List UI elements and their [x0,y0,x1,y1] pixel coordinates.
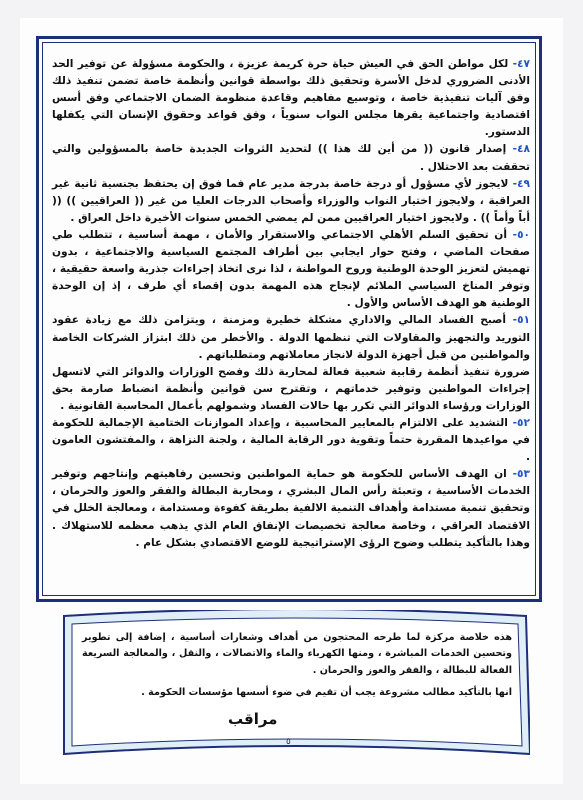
paragraph-47 [52,56,530,141]
paragraph-49 [52,176,530,227]
summary-closing: انها بالتأكيد مطالب مشروعة يجب أن تقيم في ضوء أسسها مؤسسات الحكومة . [141,687,512,699]
article-body [52,56,530,596]
paragraph-text: لايجوز لأي مسؤول أو درجة خاصة بدرجة مدير عام فما فوق إن يحتفظ بجنسية ثانية غير العراقية ، ولايجوز اختيار النواب والوزراء وأصحاب الدرجات العليا من غير (( العراقيين )) (( أباً وأماً )) . ولايجوز اختيار العراقيين ممن لم يمضي الخمس سنوات الأخيرة داخل العراق . [52,177,530,224]
paragraph-50 [52,227,530,312]
paragraph-51-continued [52,364,530,415]
paragraph-text: أن تحقيق السلم الأهلي الاجتماعي والاستقرار والأمان ، مهمة أساسية ، تتطلب طي صفحات الماضي ، وفتح حوار ايجابي بين أطراف المجتمع السياسية والاجتماعية ، بدون تهميش لتعزيز الوحدة الوطنية وروح المواطنة ، لذا نرى اتخاذ إجراءات جذرية واسعة حقيقية ، وتوفر المناخ السياسي الملائم لإنجاح هذه المهمة بدون إقصاء أي طرف ، إذ إن الوحدة الوطنية هو الهدف الأساس والأول . [52,228,530,310]
paragraph-53 [52,466,530,551]
paragraph-text: ضرورة تنفيذ أنظمة رقابية شعبية فعالة لمحاربة ذلك وفضح الوزارات والدوائر التي لاتسهل إجراءات المواطنين وتوفير خدماتهم ، وتقترح سن قوانين وأنظمة انضباط صارمة بحق الوزارات ورؤساء الدوائر التي تكرر بها حالات الفساد وشمولهم بأعمال المحاسبة القانونية . [52,365,530,412]
signature: مراقب [228,710,278,728]
summary-box [60,610,530,760]
paragraph-number: ٤٧- [512,58,530,70]
paragraph-number: ٥٢- [512,416,530,429]
paragraph-number: ٤٨- [512,143,530,156]
paragraph-text: لكل مواطن الحق في العيش حياة حرة كريمة عزيزة ، والحكومة مسؤولة عن توفير الحد الأدنى الضروري لدخل الأسرة وتحقيق ذلك بواسطة قوانين وأنظمة خاصة تضمن تنفيذ ذلك وفق آليات تنفيذية خاصة ، وتوسيع مفاهيم وقاعدة منظومة الضمان الاجتماعي وفق أسس اقتصادية واجتماعية يقرها مجلس النواب سنوياً ، وفق قواعد وحقوق الإنسان التي يكفلها الدستور. [52,58,530,139]
paragraph-number: ٤٩- [512,177,530,190]
paragraph-52 [52,415,530,466]
paragraph-48 [52,141,530,175]
paragraph-text: إصدار قانون (( من أين لك هذا )) لتحديد الثروات الجديدة خاصة بالمسؤولين والتي تحققت بعد الاحتلال . [52,143,530,173]
paragraph-51 [52,312,530,363]
summary-text: هذه خلاصة مركزة لما طرحه المحتجون من أهداف وشعارات أساسية ، إضافة إلى تطوير وتحسين الخدمات المباشرة ، ومنها الكهرباء والماء والاتصالات ، والنقل ، والمعالجة السريعة الفعالة للبطالة ، والفقر والعوز والحرمان . [82,632,512,676]
page-number: ٥ [286,737,291,747]
paragraph-number: ٥١- [512,314,530,327]
paragraph-number: ٥٠- [512,228,530,241]
paragraph-text: أصبح الفساد المالي والاداري مشكلة خطيرة ومزمنة ، ويتزامن ذلك مع زيادة عقود التوريد والتجهيز والمقاولات التي تنظمها الدولة . والأخطر من ذلك ابتزاز الشركات الخاصة والمواطنين من قبل أجهزة الدولة لانجاز معاملاتهم ومتطلباتهم . [52,314,530,361]
paragraph-number: ٥٣- [512,468,530,481]
paragraph-text: ان الهدف الأساس للحكومة هو حماية المواطنين وتحسين رفاهيتهم وإنتاجهم وتوفير الخدمات الأساسية ، وتعبئة رأس المال البشري ، ومحاربة البطالة والفقر والعوز والحرمان ، وتحقيق تنمية مستدامة وأهداف التنمية الالفية بطريقة كفوءة ومستدامة ، ومعالجة الخلل في الاقتصاد العراقي ، وخاصة معالجة تخصيصات الإنفاق العام الذي يذهب معظمه للاستهلاك . وهذا بالتأكيد يتطلب وضوح الرؤى الإستراتيجية للوضع الاقتصادي بشكل عام . [52,468,530,549]
paragraph-text: التشديد على الالتزام بالمعايير المحاسبية ، وإعداد الموازنات الختامية الإجمالية للحكومة في مواعيدها المقررة حتماً وتقوية دور الرقابة المالية ، ولجنة النزاهة ، والمفتشون العامون . [52,416,530,464]
summary-box-text [82,630,512,702]
